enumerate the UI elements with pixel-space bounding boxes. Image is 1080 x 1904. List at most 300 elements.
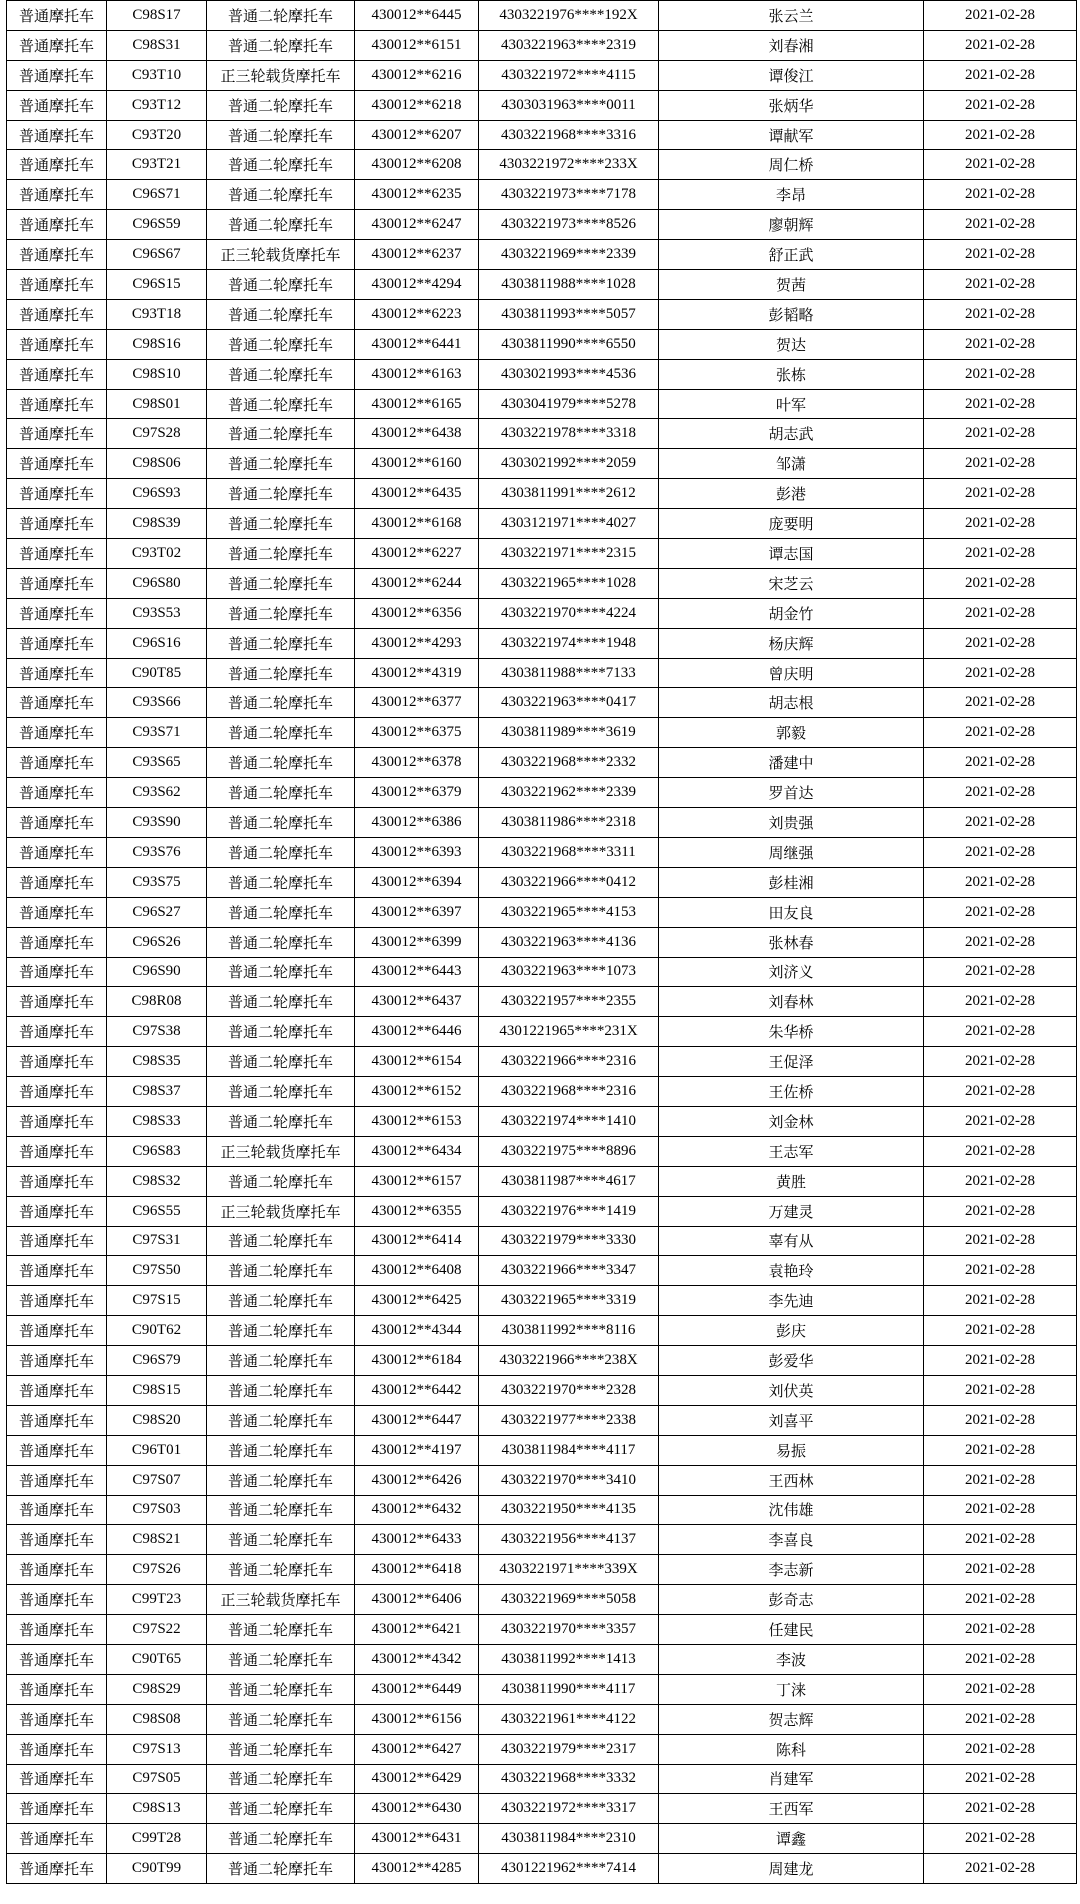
owner-name-cell: 张云兰 (659, 1, 924, 31)
certificate-number-cell: 430012**6156 (355, 1704, 479, 1734)
id-number-cell: 4303221971****339X (479, 1555, 659, 1585)
table-row (7, 867, 1077, 897)
certificate-number-cell: 430012**6434 (355, 1136, 479, 1166)
id-number-cell: 4303221963****0417 (479, 688, 659, 718)
id-number-cell: 4303221968****2332 (479, 748, 659, 778)
id-number-cell: 4303221968****3311 (479, 837, 659, 867)
id-number-cell: 4303221963****2319 (479, 30, 659, 60)
owner-name-cell: 彭庆 (659, 1316, 924, 1346)
owner-name-cell: 贺志辉 (659, 1704, 924, 1734)
plate-number-cell: C97S13 (107, 1734, 207, 1764)
vehicle-type-cell: 普通二轮摩托车 (207, 897, 355, 927)
vehicle-type-cell: 正三轮载货摩托车 (207, 1136, 355, 1166)
vehicle-type-cell: 普通二轮摩托车 (207, 987, 355, 1017)
owner-name-cell: 张炳华 (659, 90, 924, 120)
plate-number-cell: C93S53 (107, 598, 207, 628)
owner-name-cell: 易振 (659, 1435, 924, 1465)
table-row (7, 1017, 1077, 1047)
id-number-cell: 4303221976****192X (479, 1, 659, 31)
owner-name-cell: 谭志国 (659, 539, 924, 569)
certificate-number-cell: 430012**4319 (355, 658, 479, 688)
table-row (7, 1166, 1077, 1196)
date-cell: 2021-02-28 (924, 120, 1077, 150)
certificate-number-cell: 430012**6442 (355, 1375, 479, 1405)
vehicle-category-cell: 普通摩托车 (7, 180, 107, 210)
vehicle-category-cell: 普通摩托车 (7, 1316, 107, 1346)
vehicle-category-cell: 普通摩托车 (7, 1136, 107, 1166)
date-cell: 2021-02-28 (924, 1674, 1077, 1704)
vehicle-type-cell: 普通二轮摩托车 (207, 509, 355, 539)
plate-number-cell: C98S06 (107, 449, 207, 479)
vehicle-type-cell: 普通二轮摩托车 (207, 329, 355, 359)
plate-number-cell: C97S05 (107, 1764, 207, 1794)
registration-table (6, 0, 1077, 1884)
plate-number-cell: C93S76 (107, 837, 207, 867)
owner-name-cell: 廖朝辉 (659, 210, 924, 240)
vehicle-category-cell: 普通摩托车 (7, 1256, 107, 1286)
certificate-number-cell: 430012**6163 (355, 359, 479, 389)
id-number-cell: 4303221977****2338 (479, 1405, 659, 1435)
date-cell: 2021-02-28 (924, 1196, 1077, 1226)
vehicle-category-cell: 普通摩托车 (7, 1854, 107, 1884)
id-number-cell: 4303221972****233X (479, 150, 659, 180)
table-row (7, 1734, 1077, 1764)
owner-name-cell: 刘春湘 (659, 30, 924, 60)
vehicle-type-cell: 普通二轮摩托车 (207, 1555, 355, 1585)
date-cell: 2021-02-28 (924, 598, 1077, 628)
id-number-cell: 4303221968****2316 (479, 1077, 659, 1107)
id-number-cell: 4303221963****1073 (479, 957, 659, 987)
vehicle-type-cell: 正三轮载货摩托车 (207, 1196, 355, 1226)
id-number-cell: 4303221970****3357 (479, 1615, 659, 1645)
owner-name-cell: 彭港 (659, 479, 924, 509)
certificate-number-cell: 430012**6375 (355, 718, 479, 748)
table-row (7, 1405, 1077, 1435)
table-row (7, 449, 1077, 479)
vehicle-category-cell: 普通摩托车 (7, 1824, 107, 1854)
certificate-number-cell: 430012**6218 (355, 90, 479, 120)
vehicle-type-cell: 普通二轮摩托车 (207, 389, 355, 419)
vehicle-type-cell: 普通二轮摩托车 (207, 30, 355, 60)
plate-number-cell: C96S16 (107, 628, 207, 658)
owner-name-cell: 胡志武 (659, 419, 924, 449)
certificate-number-cell: 430012**6437 (355, 987, 479, 1017)
id-number-cell: 4303221966****0412 (479, 867, 659, 897)
date-cell: 2021-02-28 (924, 329, 1077, 359)
vehicle-category-cell: 普通摩托车 (7, 359, 107, 389)
table-body (7, 1, 1077, 1884)
date-cell: 2021-02-28 (924, 1794, 1077, 1824)
id-number-cell: 4303221957****2355 (479, 987, 659, 1017)
id-number-cell: 4303221979****2317 (479, 1734, 659, 1764)
certificate-number-cell: 430012**6397 (355, 897, 479, 927)
plate-number-cell: C99T23 (107, 1585, 207, 1615)
date-cell: 2021-02-28 (924, 1136, 1077, 1166)
vehicle-type-cell: 普通二轮摩托车 (207, 1615, 355, 1645)
owner-name-cell: 万建灵 (659, 1196, 924, 1226)
id-number-cell: 4303811989****3619 (479, 718, 659, 748)
date-cell: 2021-02-28 (924, 1824, 1077, 1854)
id-number-cell: 4303811990****4117 (479, 1674, 659, 1704)
date-cell: 2021-02-28 (924, 1734, 1077, 1764)
table-row (7, 1077, 1077, 1107)
certificate-number-cell: 430012**6429 (355, 1764, 479, 1794)
owner-name-cell: 周建龙 (659, 1854, 924, 1884)
owner-name-cell: 胡志根 (659, 688, 924, 718)
plate-number-cell: C93S75 (107, 867, 207, 897)
vehicle-type-cell: 普通二轮摩托车 (207, 1644, 355, 1674)
id-number-cell: 4303221975****8896 (479, 1136, 659, 1166)
vehicle-category-cell: 普通摩托车 (7, 60, 107, 90)
date-cell: 2021-02-28 (924, 1256, 1077, 1286)
date-cell: 2021-02-28 (924, 688, 1077, 718)
certificate-number-cell: 430012**4344 (355, 1316, 479, 1346)
vehicle-type-cell: 普通二轮摩托车 (207, 1017, 355, 1047)
vehicle-type-cell: 普通二轮摩托车 (207, 568, 355, 598)
vehicle-category-cell: 普通摩托车 (7, 449, 107, 479)
vehicle-type-cell: 普通二轮摩托车 (207, 120, 355, 150)
certificate-number-cell: 430012**6418 (355, 1555, 479, 1585)
plate-number-cell: C93S66 (107, 688, 207, 718)
plate-number-cell: C98S01 (107, 389, 207, 419)
certificate-number-cell: 430012**6425 (355, 1286, 479, 1316)
table-row (7, 1585, 1077, 1615)
vehicle-category-cell: 普通摩托车 (7, 1226, 107, 1256)
vehicle-category-cell: 普通摩托车 (7, 867, 107, 897)
plate-number-cell: C90T65 (107, 1644, 207, 1674)
date-cell: 2021-02-28 (924, 568, 1077, 598)
vehicle-category-cell: 普通摩托车 (7, 568, 107, 598)
plate-number-cell: C98S13 (107, 1794, 207, 1824)
document-sheet (6, 0, 1076, 1884)
table-row (7, 1704, 1077, 1734)
id-number-cell: 4303221969****2339 (479, 240, 659, 270)
certificate-number-cell: 430012**6151 (355, 30, 479, 60)
vehicle-type-cell: 普通二轮摩托车 (207, 867, 355, 897)
certificate-number-cell: 430012**4294 (355, 270, 479, 300)
table-row (7, 1346, 1077, 1376)
certificate-number-cell: 430012**6394 (355, 867, 479, 897)
date-cell: 2021-02-28 (924, 927, 1077, 957)
owner-name-cell: 彭桂湘 (659, 867, 924, 897)
vehicle-type-cell: 普通二轮摩托车 (207, 688, 355, 718)
owner-name-cell: 杨庆辉 (659, 628, 924, 658)
table-row (7, 479, 1077, 509)
date-cell: 2021-02-28 (924, 1525, 1077, 1555)
certificate-number-cell: 430012**6393 (355, 837, 479, 867)
vehicle-type-cell: 普通二轮摩托车 (207, 658, 355, 688)
vehicle-category-cell: 普通摩托车 (7, 778, 107, 808)
plate-number-cell: C98S33 (107, 1106, 207, 1136)
vehicle-category-cell: 普通摩托车 (7, 1734, 107, 1764)
vehicle-category-cell: 普通摩托车 (7, 509, 107, 539)
vehicle-type-cell: 普通二轮摩托车 (207, 748, 355, 778)
owner-name-cell: 潘建中 (659, 748, 924, 778)
vehicle-type-cell: 普通二轮摩托车 (207, 808, 355, 838)
plate-number-cell: C96S55 (107, 1196, 207, 1226)
plate-number-cell: C90T99 (107, 1854, 207, 1884)
date-cell: 2021-02-28 (924, 60, 1077, 90)
id-number-cell: 4303221970****4224 (479, 598, 659, 628)
date-cell: 2021-02-28 (924, 240, 1077, 270)
vehicle-category-cell: 普通摩托车 (7, 808, 107, 838)
owner-name-cell: 李志新 (659, 1555, 924, 1585)
owner-name-cell: 罗首达 (659, 778, 924, 808)
plate-number-cell: C96S67 (107, 240, 207, 270)
table-row (7, 1375, 1077, 1405)
owner-name-cell: 刘济义 (659, 957, 924, 987)
date-cell: 2021-02-28 (924, 210, 1077, 240)
plate-number-cell: C97S50 (107, 1256, 207, 1286)
owner-name-cell: 黄胜 (659, 1166, 924, 1196)
vehicle-category-cell: 普通摩托车 (7, 1764, 107, 1794)
id-number-cell: 4303811988****7133 (479, 658, 659, 688)
date-cell: 2021-02-28 (924, 539, 1077, 569)
plate-number-cell: C97S38 (107, 1017, 207, 1047)
table-row (7, 419, 1077, 449)
vehicle-category-cell: 普通摩托车 (7, 1196, 107, 1226)
plate-number-cell: C96S79 (107, 1346, 207, 1376)
id-number-cell: 4303221966****3347 (479, 1256, 659, 1286)
owner-name-cell: 张林春 (659, 927, 924, 957)
certificate-number-cell: 430012**6447 (355, 1405, 479, 1435)
id-number-cell: 4303221965****4153 (479, 897, 659, 927)
vehicle-type-cell: 正三轮载货摩托车 (207, 60, 355, 90)
table-row (7, 539, 1077, 569)
id-number-cell: 4303041979****5278 (479, 389, 659, 419)
certificate-number-cell: 430012**6157 (355, 1166, 479, 1196)
table-row (7, 1854, 1077, 1884)
certificate-number-cell: 430012**6154 (355, 1047, 479, 1077)
plate-number-cell: C98S37 (107, 1077, 207, 1107)
vehicle-type-cell: 普通二轮摩托车 (207, 718, 355, 748)
id-number-cell: 4303221972****3317 (479, 1794, 659, 1824)
id-number-cell: 4303221962****2339 (479, 778, 659, 808)
plate-number-cell: C96S71 (107, 180, 207, 210)
vehicle-category-cell: 普通摩托车 (7, 1166, 107, 1196)
owner-name-cell: 彭爱华 (659, 1346, 924, 1376)
table-row (7, 270, 1077, 300)
id-number-cell: 4303021993****4536 (479, 359, 659, 389)
plate-number-cell: C93S90 (107, 808, 207, 838)
id-number-cell: 4303221950****4135 (479, 1495, 659, 1525)
vehicle-category-cell: 普通摩托车 (7, 1704, 107, 1734)
vehicle-type-cell: 普通二轮摩托车 (207, 359, 355, 389)
id-number-cell: 4301221965****231X (479, 1017, 659, 1047)
date-cell: 2021-02-28 (924, 1764, 1077, 1794)
vehicle-type-cell: 正三轮载货摩托车 (207, 1585, 355, 1615)
vehicle-category-cell: 普通摩托车 (7, 419, 107, 449)
id-number-cell: 4303221972****4115 (479, 60, 659, 90)
plate-number-cell: C98S35 (107, 1047, 207, 1077)
vehicle-category-cell: 普通摩托车 (7, 90, 107, 120)
id-number-cell: 4303221968****3316 (479, 120, 659, 150)
vehicle-type-cell: 普通二轮摩托车 (207, 1077, 355, 1107)
vehicle-category-cell: 普通摩托车 (7, 927, 107, 957)
id-number-cell: 4303221966****238X (479, 1346, 659, 1376)
date-cell: 2021-02-28 (924, 1615, 1077, 1645)
vehicle-type-cell: 普通二轮摩托车 (207, 299, 355, 329)
vehicle-type-cell: 普通二轮摩托车 (207, 1854, 355, 1884)
owner-name-cell: 李昂 (659, 180, 924, 210)
vehicle-category-cell: 普通摩托车 (7, 1286, 107, 1316)
date-cell: 2021-02-28 (924, 1555, 1077, 1585)
table-row (7, 778, 1077, 808)
table-row (7, 180, 1077, 210)
table-row (7, 1106, 1077, 1136)
plate-number-cell: C98S20 (107, 1405, 207, 1435)
date-cell: 2021-02-28 (924, 628, 1077, 658)
date-cell: 2021-02-28 (924, 837, 1077, 867)
certificate-number-cell: 430012**6207 (355, 120, 479, 150)
table-row (7, 150, 1077, 180)
certificate-number-cell: 430012**6426 (355, 1465, 479, 1495)
certificate-number-cell: 430012**6443 (355, 957, 479, 987)
vehicle-type-cell: 普通二轮摩托车 (207, 1764, 355, 1794)
table-row (7, 1435, 1077, 1465)
vehicle-type-cell: 普通二轮摩托车 (207, 1256, 355, 1286)
plate-number-cell: C96S27 (107, 897, 207, 927)
id-number-cell: 4303811990****6550 (479, 329, 659, 359)
vehicle-type-cell: 普通二轮摩托车 (207, 1734, 355, 1764)
certificate-number-cell: 430012**6237 (355, 240, 479, 270)
plate-number-cell: C98S32 (107, 1166, 207, 1196)
date-cell: 2021-02-28 (924, 479, 1077, 509)
table-row (7, 1644, 1077, 1674)
owner-name-cell: 刘伏英 (659, 1375, 924, 1405)
vehicle-category-cell: 普通摩托车 (7, 150, 107, 180)
table-row (7, 1256, 1077, 1286)
certificate-number-cell: 430012**6435 (355, 479, 479, 509)
plate-number-cell: C96S80 (107, 568, 207, 598)
date-cell: 2021-02-28 (924, 1465, 1077, 1495)
owner-name-cell: 谭鑫 (659, 1824, 924, 1854)
plate-number-cell: C98S29 (107, 1674, 207, 1704)
owner-name-cell: 彭奇志 (659, 1585, 924, 1615)
vehicle-type-cell: 普通二轮摩托车 (207, 598, 355, 628)
owner-name-cell: 舒正武 (659, 240, 924, 270)
vehicle-type-cell: 普通二轮摩托车 (207, 449, 355, 479)
plate-number-cell: C96S15 (107, 270, 207, 300)
table-row (7, 1, 1077, 31)
table-row (7, 1226, 1077, 1256)
owner-name-cell: 袁艳玲 (659, 1256, 924, 1286)
owner-name-cell: 辜有从 (659, 1226, 924, 1256)
plate-number-cell: C93T18 (107, 299, 207, 329)
date-cell: 2021-02-28 (924, 1405, 1077, 1435)
table-row (7, 1674, 1077, 1704)
plate-number-cell: C97S07 (107, 1465, 207, 1495)
table-row (7, 748, 1077, 778)
date-cell: 2021-02-28 (924, 359, 1077, 389)
plate-number-cell: C97S26 (107, 1555, 207, 1585)
id-number-cell: 4303811993****5057 (479, 299, 659, 329)
table-row (7, 389, 1077, 419)
vehicle-category-cell: 普通摩托车 (7, 329, 107, 359)
id-number-cell: 4303221968****3332 (479, 1764, 659, 1794)
vehicle-type-cell: 普通二轮摩托车 (207, 1047, 355, 1077)
date-cell: 2021-02-28 (924, 778, 1077, 808)
vehicle-type-cell: 普通二轮摩托车 (207, 539, 355, 569)
vehicle-type-cell: 普通二轮摩托车 (207, 1794, 355, 1824)
vehicle-type-cell: 普通二轮摩托车 (207, 837, 355, 867)
vehicle-category-cell: 普通摩托车 (7, 987, 107, 1017)
plate-number-cell: C93S71 (107, 718, 207, 748)
table-row (7, 1286, 1077, 1316)
vehicle-type-cell: 普通二轮摩托车 (207, 1435, 355, 1465)
certificate-number-cell: 430012**6216 (355, 60, 479, 90)
certificate-number-cell: 430012**6430 (355, 1794, 479, 1824)
certificate-number-cell: 430012**6399 (355, 927, 479, 957)
id-number-cell: 4303221979****3330 (479, 1226, 659, 1256)
owner-name-cell: 陈科 (659, 1734, 924, 1764)
vehicle-category-cell: 普通摩托车 (7, 598, 107, 628)
table-row (7, 1525, 1077, 1555)
date-cell: 2021-02-28 (924, 1375, 1077, 1405)
id-number-cell: 4303221969****5058 (479, 1585, 659, 1615)
table-row (7, 628, 1077, 658)
id-number-cell: 4303221971****2315 (479, 539, 659, 569)
vehicle-type-cell: 普通二轮摩托车 (207, 1375, 355, 1405)
date-cell: 2021-02-28 (924, 1704, 1077, 1734)
vehicle-category-cell: 普通摩托车 (7, 837, 107, 867)
vehicle-category-cell: 普通摩托车 (7, 1555, 107, 1585)
owner-name-cell: 朱华桥 (659, 1017, 924, 1047)
certificate-number-cell: 430012**6433 (355, 1525, 479, 1555)
table-row (7, 329, 1077, 359)
vehicle-type-cell: 普通二轮摩托车 (207, 1495, 355, 1525)
vehicle-type-cell: 普通二轮摩托车 (207, 1405, 355, 1435)
vehicle-category-cell: 普通摩托车 (7, 1465, 107, 1495)
vehicle-category-cell: 普通摩托车 (7, 389, 107, 419)
table-row (7, 1495, 1077, 1525)
vehicle-category-cell: 普通摩托车 (7, 897, 107, 927)
certificate-number-cell: 430012**6446 (355, 1017, 479, 1047)
id-number-cell: 4303221965****3319 (479, 1286, 659, 1316)
certificate-number-cell: 430012**6377 (355, 688, 479, 718)
vehicle-category-cell: 普通摩托车 (7, 1017, 107, 1047)
vehicle-type-cell: 普通二轮摩托车 (207, 1346, 355, 1376)
plate-number-cell: C93T20 (107, 120, 207, 150)
plate-number-cell: C93T10 (107, 60, 207, 90)
table-row (7, 1136, 1077, 1166)
vehicle-category-cell: 普通摩托车 (7, 120, 107, 150)
certificate-number-cell: 430012**4342 (355, 1644, 479, 1674)
owner-name-cell: 宋芝云 (659, 568, 924, 598)
date-cell: 2021-02-28 (924, 718, 1077, 748)
plate-number-cell: C96S26 (107, 927, 207, 957)
plate-number-cell: C96S93 (107, 479, 207, 509)
date-cell: 2021-02-28 (924, 658, 1077, 688)
table-row (7, 359, 1077, 389)
id-number-cell: 4303811986****2318 (479, 808, 659, 838)
owner-name-cell: 王志军 (659, 1136, 924, 1166)
plate-number-cell: C98S17 (107, 1, 207, 31)
id-number-cell: 4303221966****2316 (479, 1047, 659, 1077)
certificate-number-cell: 430012**6408 (355, 1256, 479, 1286)
vehicle-type-cell: 正三轮载货摩托车 (207, 240, 355, 270)
vehicle-category-cell: 普通摩托车 (7, 479, 107, 509)
vehicle-type-cell: 普通二轮摩托车 (207, 1166, 355, 1196)
owner-name-cell: 谭俊江 (659, 60, 924, 90)
date-cell: 2021-02-28 (924, 449, 1077, 479)
plate-number-cell: C93S62 (107, 778, 207, 808)
date-cell: 2021-02-28 (924, 30, 1077, 60)
date-cell: 2021-02-28 (924, 1077, 1077, 1107)
plate-number-cell: C93S65 (107, 748, 207, 778)
certificate-number-cell: 430012**6421 (355, 1615, 479, 1645)
id-number-cell: 4303811987****4617 (479, 1166, 659, 1196)
